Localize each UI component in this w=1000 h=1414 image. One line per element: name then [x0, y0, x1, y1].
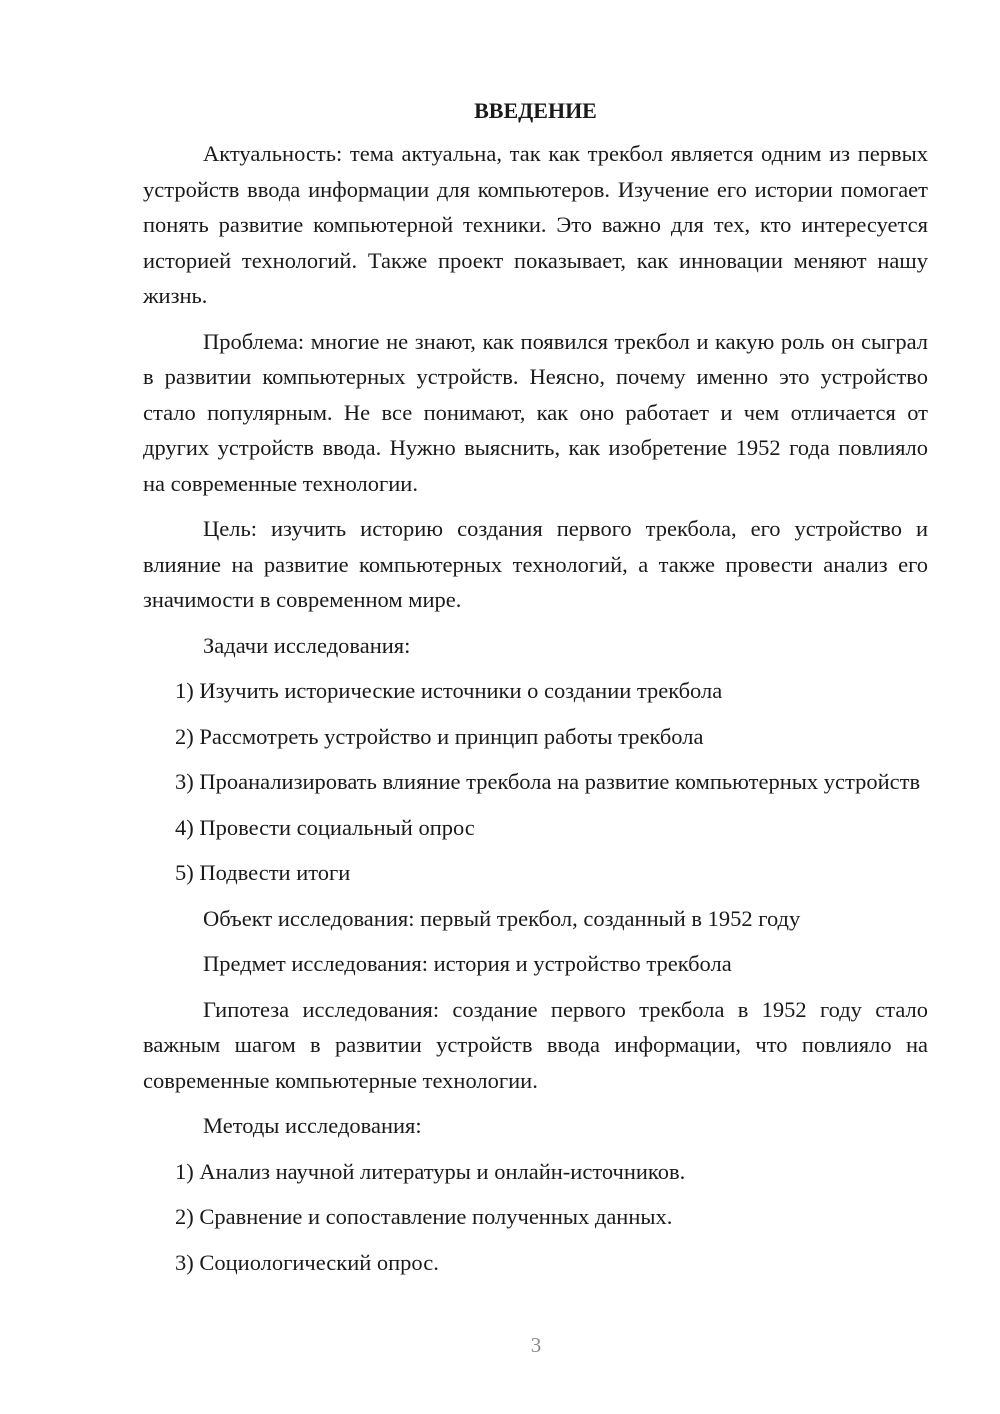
- task-item: 5) Подвести итоги: [175, 860, 351, 885]
- object-line: Объект исследования: первый трекбол, созданный в 1952 году: [203, 905, 801, 931]
- document-page: [143, 96, 928, 1290]
- task-item: 1) Изучить исторические источники о создании трекбола: [175, 678, 723, 703]
- methods-heading: Методы исследования:: [203, 1113, 422, 1138]
- tasks-heading: Задачи исследования:: [203, 632, 411, 658]
- goal-paragraph: Цель: изучить историю создания первого трекбола, его устройство и влияние на развитие компьютерных технологий, а также провести анализ его значимости в современном мире.: [143, 516, 928, 612]
- subject-line: Предмет исследования: история и устройство трекбола: [203, 951, 732, 976]
- section-title: ВВЕДЕНИЕ: [474, 98, 597, 123]
- page-number: 3: [530, 1333, 542, 1357]
- task-item: 2) Рассмотреть устройство и принцип работы трекбола: [175, 723, 704, 749]
- task-item: 4) Провести социальный опрос: [175, 814, 475, 840]
- method-item: 2) Сравнение и сопоставление полученных данных.: [175, 1204, 673, 1229]
- method-item: 1) Анализ научной литературы и онлайн-источников.: [175, 1158, 686, 1184]
- method-item: 3) Социологический опрос.: [175, 1249, 439, 1275]
- task-item: 3) Проанализировать влияние трекбола на развитие компьютерных устройств: [175, 769, 921, 794]
- hypothesis-paragraph: Гипотеза исследования: создание первого трекбола в 1952 году стало важным шагом в развитии устройств ввода информации, что повлияло на современные компьютерные технологии.: [143, 996, 928, 1093]
- relevance-paragraph: Актуальность: тема актуальна, так как трекбол является одним из первых устройств ввода информации для компьютеров. Изучение его истории помогает понять развитие компьютерной техники. Это важно для тех, кто интересуется историей технологий. Также проект показывает, как инновации меняют нашу жизнь.: [143, 141, 928, 308]
- problem-paragraph: Проблема: многие не знают, как появился трекбол и какую роль он сыграл в развитии компьютерных устройств. Неясно, почему именно это устройство стало популярным. Не все понимают, как оно работает и чем отличается от других устройств ввода. Нужно выяснить, как изобретение 1952 года повлияло на современные технологии.: [143, 328, 928, 496]
